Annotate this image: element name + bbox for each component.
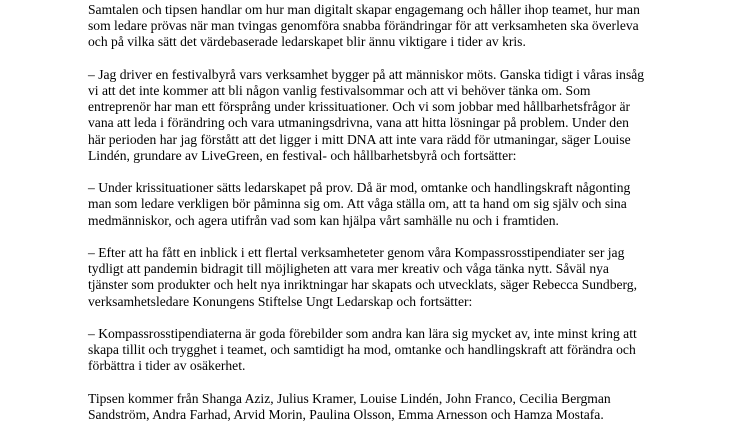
document-body	[88, 2, 738, 439]
text-line: – Kompassrosstipendiaterna är goda förebilder som andra kan lära sig mycket av, inte minst kring att	[88, 326, 637, 341]
text-line: och på vilka sätt det värdebaserade ledarskapet blir ännu viktigare i tider av kris.	[88, 34, 526, 50]
paragraph-quote-role-models	[88, 326, 738, 375]
text-line: här perioden har jag förstått att det ligger i mitt DNA att inte vara rädd för utmaningar, säger Louise	[88, 131, 631, 147]
text-line: – Efter att ha fått en inblick i ett flertal verksamheteter genom våra Kompassrosstipendiater ser jag	[88, 245, 625, 260]
text-line: medmänniskor, och agera utifrån vad som kan hjälpa vårt samhälle nu och i framtiden.	[88, 212, 559, 228]
text-line: – Jag driver en festivalbyrå vars verksamhet bygger på att människor möts. Ganska tidigt i våras insåg	[88, 66, 645, 82]
text-line: tjänster som produkter och helt nya inriktningar har skapats och utvecklats, säger Rebecca Sundberg,	[88, 277, 638, 293]
paragraph-credits	[88, 391, 738, 423]
text-line: man som ledare verkligen bör påminna sig om. Att våga ställa om, att ta hand om sig själv och sina	[88, 196, 627, 212]
paragraph-quote-crisis	[88, 180, 738, 229]
text-line: vana att leda i förändring och vara utmaningsdrivna, vana att hitta lösningar på problem. Under den	[88, 115, 629, 131]
text-line: verksamhetsledare Konungens Stiftelse Ungt Ledarskap och fortsätter:	[88, 293, 473, 309]
text-line: tydligt att pandemin bidragit till möjligheten att vara mer kreativ och våga tänka nytt. Såväl nya	[88, 261, 609, 277]
text-line: vi att det inte kommer att bli någon vanlig festivalsommar och att vi behöver tänka om. Som	[88, 83, 591, 98]
text-line: Tipsen kommer från Shanga Aziz, Julius Kramer, Louise Lindén, John Franco, Cecilia Bergman	[88, 390, 611, 406]
paragraph-intro	[88, 2, 738, 51]
text-line: entreprenör har man ett försprång under krissituationer. Och vi som jobbar med hållbarhetsfrågor är	[88, 99, 631, 115]
paragraph-quote-rebecca	[88, 245, 738, 310]
text-line: som ledare prövas när man tvingas genomföra snabba förändringar för att verksamheten ska överleva	[88, 18, 639, 34]
text-line: Samtalen och tipsen handlar om hur man digitalt skapar engagemang och håller ihop teamet, hur man	[88, 2, 640, 17]
text-line: – Under krissituationer sätts ledarskapet på prov. Då är mod, omtanke och handlingskraft någonting	[88, 180, 631, 196]
text-line: Sandström, Andra Farhad, Arvid Morin, Paulina Olsson, Emma Arnesson och Hamza Mostafa.	[88, 407, 604, 422]
text-line: förbättra i tider av osäkerhet.	[88, 358, 246, 374]
paragraph-quote-louise	[88, 67, 738, 164]
text-line: Lindén, grundare av LiveGreen, en festival- och hållbarhetsbyrå och fortsätter:	[88, 147, 517, 163]
text-line: skapa tillit och trygghet i teamet, och samtidigt ha mod, omtanke och handlingskraft att förändra och	[88, 342, 636, 358]
